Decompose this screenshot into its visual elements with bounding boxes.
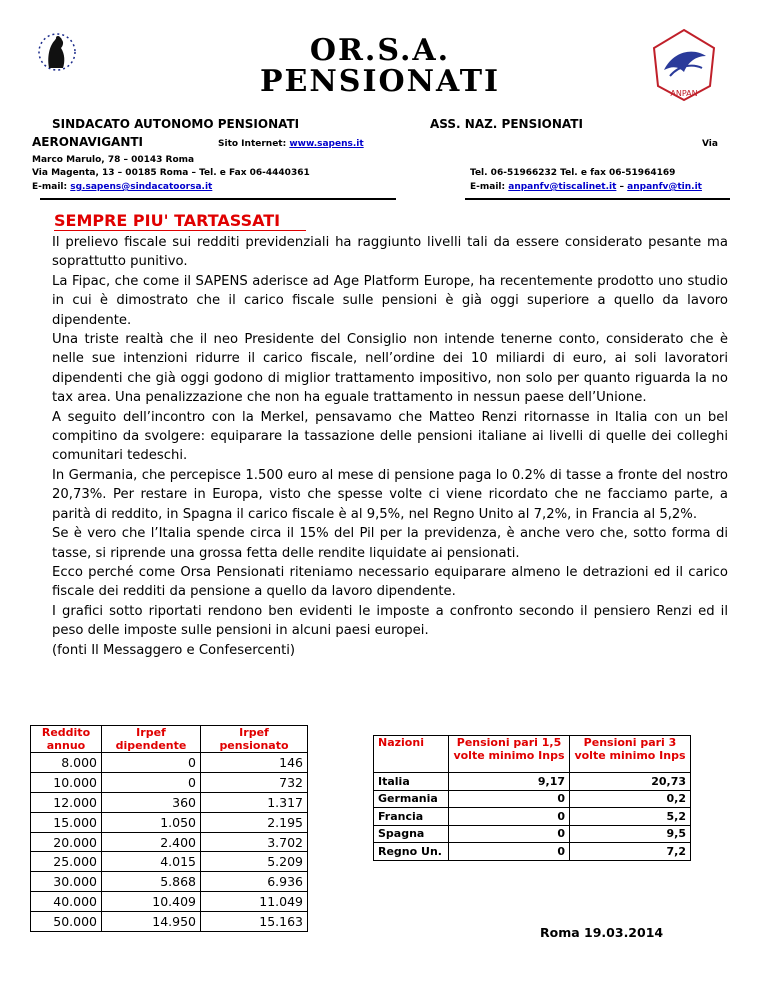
table-cell: 0: [449, 843, 570, 861]
website-line: [218, 137, 364, 151]
table-cell: 15.000: [31, 812, 102, 832]
table-cell: 2.195: [201, 812, 308, 832]
table-row: [31, 772, 308, 792]
email-label: E-mail:: [32, 182, 68, 192]
table-row: [374, 843, 691, 861]
table-cell: 360: [102, 792, 201, 812]
paragraph: In Germania, che percepisce 1.500 euro al mese di pensione paga lo 0.2% di tasse a fronte del nostro 20,73%. Per restare in Europa, visto che spesse volte ci viene ricordato che ne facciamo parte, a parità di reddito, in Spagna il carico fiscale è al 9,5%, nel Regno Unito al 7,2%, in Francia al 5,2%.: [52, 467, 728, 522]
table-row: [374, 825, 691, 843]
table-cell: 732: [201, 772, 308, 792]
table-cell: 0: [449, 790, 570, 808]
brand-line-2: PENSIONATI: [259, 64, 501, 99]
anpan-logo: [648, 26, 720, 104]
anpan-logo-text: ANPAN: [670, 89, 698, 98]
paragraph: (fonti Il Messaggero e Confesercenti): [52, 642, 296, 658]
email-separator: –: [616, 182, 628, 192]
countries-table: [373, 735, 691, 861]
table-row: [374, 790, 691, 808]
brand-line-1: OR.S.A.: [309, 33, 451, 68]
table-row: [31, 892, 308, 912]
paragraph: Ecco perché come Orsa Pensionati riteniamo necessario equiparare almeno le detrazioni ed il carico fiscale dei redditi da pensione a quello da lavoro dipendente.: [52, 564, 728, 600]
table-cell: 7,2: [570, 843, 691, 861]
table-cell: 6.936: [201, 872, 308, 892]
table-row: [31, 852, 308, 872]
email-link-right-2[interactable]: anpanfv@tin.it: [627, 182, 702, 192]
table-cell: Regno Un.: [374, 843, 449, 861]
header-rule-right: [465, 198, 730, 200]
org-left-subtitle: AERONAVIGANTI: [32, 135, 144, 149]
paragraph: Una triste realtà che il neo Presidente del Consiglio non intende tenerne conto, considerato che è nelle sue intenzioni ridurre il carico fiscale, nell’ordine dei 10 miliardi di euro, ai soli lavoratori dipendenti che già oggi godono di miglior trattamento impositivo, non solo per quanto riguarda la no tax area. Una penalizzazione che non ha eguale trattamento in nessun paese dell’Unione.: [52, 332, 728, 406]
org-right-via: Via: [702, 139, 718, 149]
bear-stars-logo: [37, 28, 77, 76]
email-link-right-1[interactable]: anpanfv@tiscalinet.it: [508, 182, 617, 192]
paragraph: A seguito dell’incontro con la Merkel, pensavamo che Matteo Renzi ritornasse in Italia con un bel compitino da svolgere: equiparare la tassazione delle pensioni italiane ai livelli di quelle dei colleghi comunitari tedeschi.: [52, 409, 728, 464]
site-label: Sito Internet:: [218, 139, 287, 149]
table-cell: 0: [102, 772, 201, 792]
header-rule-left: [40, 198, 396, 200]
table-cell: Italia: [374, 773, 449, 791]
table-cell: 10.409: [102, 892, 201, 912]
table-header: Nazioni: [374, 736, 449, 773]
table-cell: 11.049: [201, 892, 308, 912]
website-link[interactable]: www.sapens.it: [289, 139, 364, 149]
table-row: [31, 753, 308, 773]
table-cell: 9,5: [570, 825, 691, 843]
table-cell: 4.015: [102, 852, 201, 872]
phone-line-right: Tel. 06-51966232 Tel. e fax 06-51964169: [470, 168, 676, 178]
paragraph: La Fipac, che come il SAPENS aderisce ad Age Platform Europe, ha recentemente prodotto uno studio in cui è dimostrato che il carico fiscale sulle pensioni è già oggi superiore a quello da lavoro dipendente.: [52, 273, 728, 328]
document-date: Roma 19.03.2014: [540, 925, 664, 940]
table-cell: 0: [449, 808, 570, 826]
table-cell: 2.400: [102, 832, 201, 852]
table-cell: 0,2: [570, 790, 691, 808]
table-row: [31, 872, 308, 892]
table-cell: 20,73: [570, 773, 691, 791]
table-cell: 25.000: [31, 852, 102, 872]
table-header: Reddito annuo: [31, 726, 102, 753]
table-row: [374, 808, 691, 826]
table-row: [31, 812, 308, 832]
paragraph: I grafici sotto riportati rendono ben evidenti le imposte a confronto secondo il pensiero Renzi ed il peso delle imposte sulle pensioni in alcuni paesi europei.: [52, 603, 728, 639]
org-left-name: SINDACATO AUTONOMO PENSIONATI: [52, 117, 300, 131]
brand-title: [230, 33, 530, 99]
table-header: Irpef dipendente: [102, 726, 201, 753]
irpef-table: [30, 725, 308, 932]
email-line-left: [32, 180, 212, 194]
address-line-2: Via Magenta, 13 – 00185 Roma – Tel. e Fax 06-4440361: [32, 168, 310, 178]
table-cell: 5,2: [570, 808, 691, 826]
title-underline: [54, 230, 306, 231]
table-cell: Germania: [374, 790, 449, 808]
table-cell: 14.950: [102, 912, 201, 932]
org-right-name: ASS. NAZ. PENSIONATI: [430, 117, 583, 131]
table-row: [31, 832, 308, 852]
table-cell: 8.000: [31, 753, 102, 773]
article-title: SEMPRE PIU' TARTASSATI: [54, 211, 281, 230]
table-row: [31, 792, 308, 812]
table-cell: 40.000: [31, 892, 102, 912]
table-header: Pensioni pari 3 volte minimo Inps: [570, 736, 691, 773]
table-cell: 50.000: [31, 912, 102, 932]
table-cell: 10.000: [31, 772, 102, 792]
table-cell: 1.050: [102, 812, 201, 832]
table-row: [31, 912, 308, 932]
paragraph: Il prelievo fiscale sui redditi previdenziali ha raggiunto livelli tali da essere considerato pesante ma soprattutto punitivo.: [52, 235, 728, 270]
table-cell: 1.317: [201, 792, 308, 812]
table-cell: 15.163: [201, 912, 308, 932]
table-cell: 0: [102, 753, 201, 773]
address-line-1: Marco Marulo, 78 – 00143 Roma: [32, 155, 195, 165]
table-cell: 20.000: [31, 832, 102, 852]
table-cell: 12.000: [31, 792, 102, 812]
table-header: Irpef pensionato: [201, 726, 308, 753]
article-body: [52, 233, 728, 660]
table-cell: Spagna: [374, 825, 449, 843]
table-cell: 5.209: [201, 852, 308, 872]
table-cell: 3.702: [201, 832, 308, 852]
table-row: [374, 773, 691, 791]
table-cell: 146: [201, 753, 308, 773]
email-link-left[interactable]: sg.sapens@sindacatoorsa.it: [70, 182, 213, 192]
paragraph: Se è vero che l’Italia spende circa il 15% del Pil per la previdenza, è anche vero che, sotto forma di tasse, si riprende una grossa fetta delle rendite liquidate ai pensionati.: [52, 526, 728, 561]
table-cell: 30.000: [31, 872, 102, 892]
email-label-right: E-mail:: [470, 182, 506, 192]
table-cell: 0: [449, 825, 570, 843]
table-cell: 9,17: [449, 773, 570, 791]
table-cell: Francia: [374, 808, 449, 826]
email-line-right: [470, 180, 702, 194]
table-cell: 5.868: [102, 872, 201, 892]
table-header: Pensioni pari 1,5 volte minimo Inps: [449, 736, 570, 773]
